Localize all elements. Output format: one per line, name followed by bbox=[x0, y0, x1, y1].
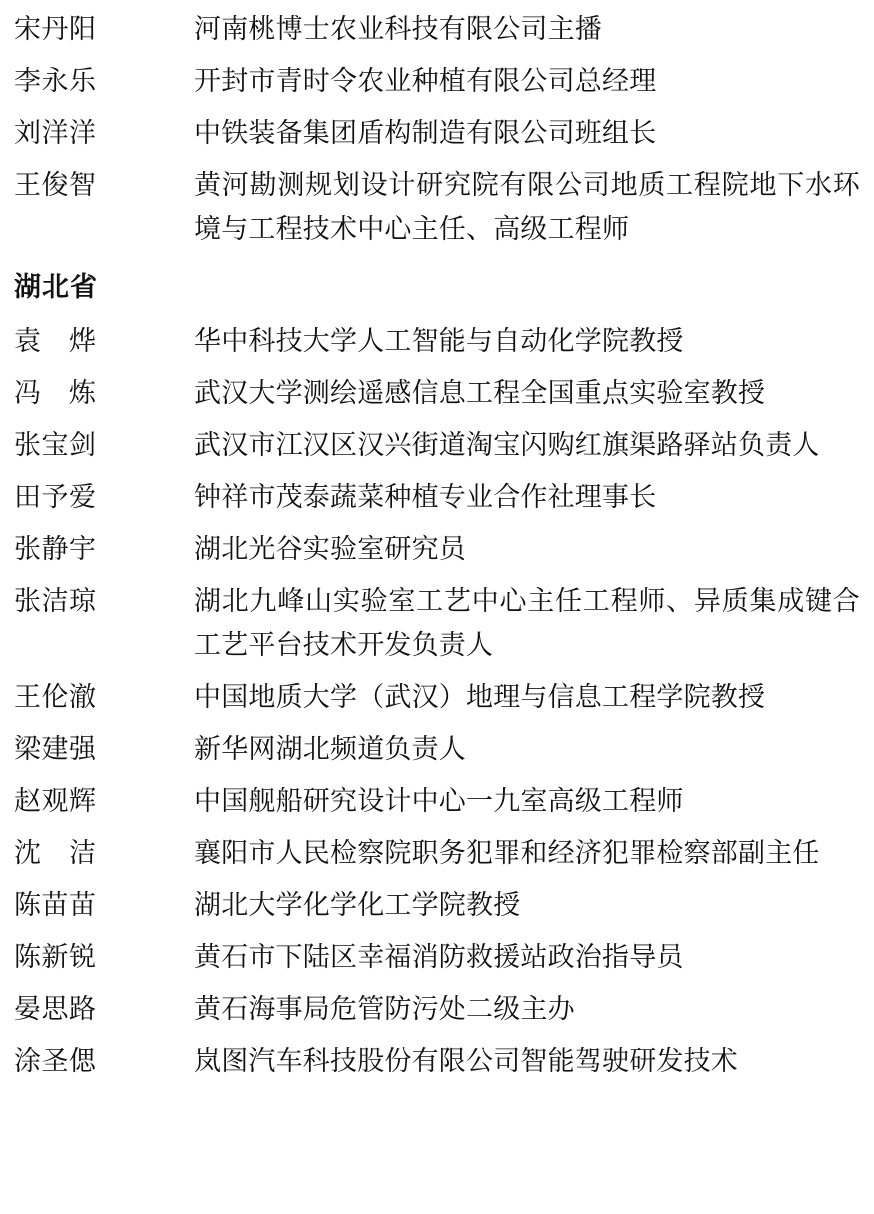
person-title: 武汉市江汉区汉兴街道淘宝闪购红旗渠路驿站负责人 bbox=[194, 430, 820, 461]
person-name: 梁建强 bbox=[14, 734, 97, 765]
person-title: 河南桃博士农业科技有限公司主播 bbox=[194, 14, 602, 45]
person-name: 王俊智 bbox=[14, 170, 97, 201]
list-item bbox=[14, 112, 860, 156]
list-item bbox=[14, 320, 860, 364]
person-name: 陈新锐 bbox=[14, 942, 97, 973]
entry-list-top bbox=[14, 8, 860, 252]
person-title: 湖北九峰山实验室工艺中心主任工程师、异质集成键合工艺平台技术开发负责人 bbox=[194, 586, 860, 661]
person-title: 岚图汽车科技股份有限公司智能驾驶研发技术 bbox=[194, 1046, 738, 1077]
list-item bbox=[14, 60, 860, 104]
list-item bbox=[14, 676, 860, 720]
person-name: 张洁琼 bbox=[14, 586, 97, 617]
person-title: 中铁装备集团盾构制造有限公司班组长 bbox=[194, 118, 657, 149]
person-name: 涂圣偲 bbox=[14, 1046, 97, 1077]
person-title: 黄河勘测规划设计研究院有限公司地质工程院地下水环境与工程技术中心主任、高级工程师 bbox=[194, 170, 860, 245]
list-item bbox=[14, 988, 860, 1032]
person-title: 华中科技大学人工智能与自动化学院教授 bbox=[194, 326, 684, 357]
person-name: 张静宇 bbox=[14, 534, 97, 565]
list-item bbox=[14, 728, 860, 772]
person-name: 沈 洁 bbox=[14, 838, 97, 869]
person-name: 宋丹阳 bbox=[14, 14, 97, 45]
list-item bbox=[14, 476, 860, 520]
person-name: 赵观辉 bbox=[14, 786, 97, 817]
person-title: 湖北大学化学化工学院教授 bbox=[194, 890, 521, 921]
person-name: 袁 烨 bbox=[14, 326, 97, 357]
person-title: 黄石海事局危管防污处二级主办 bbox=[194, 994, 575, 1025]
list-item bbox=[14, 936, 860, 980]
entry-list-hubei bbox=[14, 320, 860, 1084]
list-item bbox=[14, 884, 860, 928]
list-item bbox=[14, 372, 860, 416]
list-item bbox=[14, 164, 860, 252]
section-heading-hubei: 湖北省 bbox=[14, 272, 98, 303]
person-title: 新华网湖北频道负责人 bbox=[194, 734, 466, 765]
person-name: 张宝剑 bbox=[14, 430, 97, 461]
list-item bbox=[14, 580, 860, 668]
list-item bbox=[14, 8, 860, 52]
person-title: 襄阳市人民检察院职务犯罪和经济犯罪检察部副主任 bbox=[194, 838, 820, 869]
list-item bbox=[14, 780, 860, 824]
person-title: 湖北光谷实验室研究员 bbox=[194, 534, 466, 565]
person-name: 王伦澈 bbox=[14, 682, 97, 713]
person-name: 晏思路 bbox=[14, 994, 97, 1025]
person-title: 中国舰船研究设计中心一九室高级工程师 bbox=[194, 786, 684, 817]
person-title: 中国地质大学（武汉）地理与信息工程学院教授 bbox=[194, 682, 766, 713]
person-title: 黄石市下陆区幸福消防救援站政治指导员 bbox=[194, 942, 684, 973]
list-item bbox=[14, 1040, 860, 1084]
person-name: 刘洋洋 bbox=[14, 118, 97, 149]
person-title: 钟祥市茂泰蔬菜种植专业合作社理事长 bbox=[194, 482, 657, 513]
person-name: 冯 炼 bbox=[14, 378, 97, 409]
list-item bbox=[14, 832, 860, 876]
person-name: 李永乐 bbox=[14, 66, 97, 97]
list-item bbox=[14, 424, 860, 468]
person-name: 陈苗苗 bbox=[14, 890, 97, 921]
person-title: 开封市青时令农业种植有限公司总经理 bbox=[194, 66, 657, 97]
person-title: 武汉大学测绘遥感信息工程全国重点实验室教授 bbox=[194, 378, 766, 409]
list-item bbox=[14, 528, 860, 572]
person-name: 田予爱 bbox=[14, 482, 97, 513]
